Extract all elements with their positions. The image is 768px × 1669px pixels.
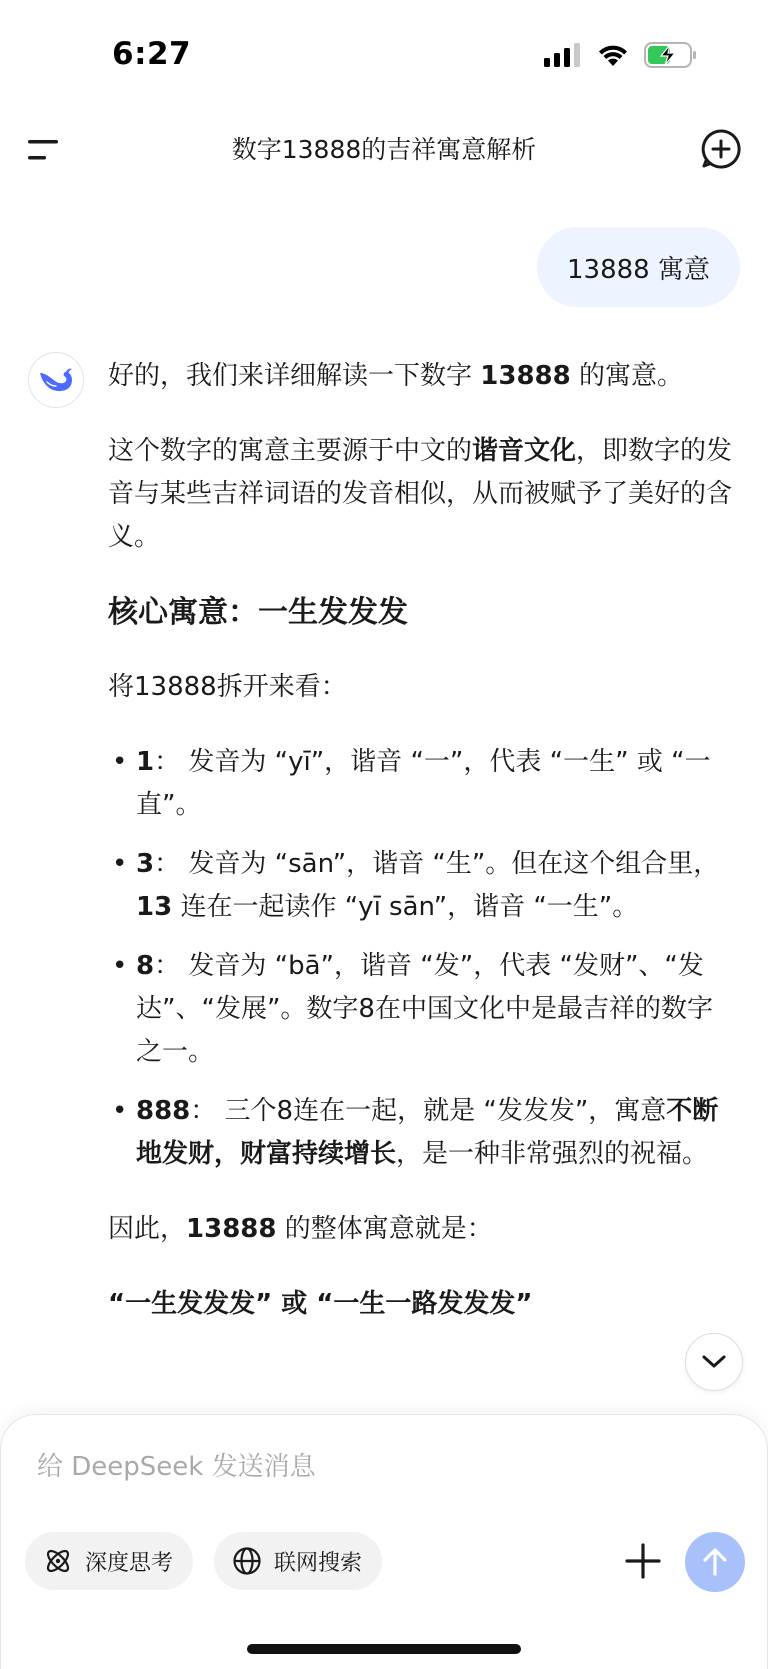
answer-intro: 好的，我们来详细解读一下数字 13888 的寓意。 [108, 361, 683, 391]
message-input[interactable] [35, 1451, 639, 1483]
plus-icon[interactable] [621, 1539, 665, 1583]
deep-think-toggle[interactable] [25, 1532, 193, 1590]
new-chat-icon[interactable] [700, 128, 742, 170]
list-item: • 1： 发音为 “yī”，谐音 “一”，代表 “一生” 或 “一直”。 [108, 741, 738, 827]
list-item: • 8： 发音为 “bā”，谐音 “发”，代表 “发财”、“发达”、“发展”。数字8在中国文化中是最吉祥的数字之一。 [108, 945, 738, 1074]
status-bar [0, 0, 768, 110]
answer-heading: 核心寓意：一生发发发 [108, 595, 408, 630]
web-search-label: 联网搜索 [274, 1550, 363, 1576]
cellular-signal-icon [544, 43, 582, 67]
globe-icon [232, 1546, 262, 1576]
deep-think-label: 深度思考 [85, 1550, 174, 1576]
atom-icon [43, 1546, 73, 1576]
status-icons [544, 42, 698, 68]
deepseek-whale-icon [37, 365, 75, 395]
home-indicator [247, 1644, 521, 1654]
arrow-up-icon [701, 1547, 729, 1577]
list-item: • 3： 发音为 “sān”，谐音 “生”。但在这个组合里，13 连在一起读作 “yī sān”，谐音 “一生”。 [108, 843, 738, 929]
chat-title: 数字13888的吉祥寓意解析 [231, 135, 537, 164]
assistant-answer [108, 355, 738, 1326]
chat-header [0, 110, 768, 190]
digit-list [108, 741, 738, 1176]
scroll-to-bottom-button[interactable] [685, 1333, 743, 1391]
user-message-text: 13888 寓意 [567, 254, 710, 285]
battery-charging-icon [644, 42, 698, 68]
chevron-down-icon [701, 1354, 727, 1370]
send-button[interactable] [685, 1532, 745, 1592]
assistant-avatar [28, 352, 84, 408]
status-time: 6:27 [112, 36, 192, 72]
answer-final-line: “一生发发发” 或 “一生一路发发发” [108, 1289, 533, 1319]
answer-paragraph: 这个数字的寓意主要源于中文的谐音文化，即数字的发音与某些吉祥词语的发音相似，从而被赋予了美好的含义。 [108, 436, 733, 552]
user-message-bubble[interactable] [537, 227, 740, 307]
answer-split-line: 将13888拆开来看： [108, 672, 347, 702]
web-search-toggle[interactable] [214, 1532, 382, 1590]
wifi-icon [596, 42, 630, 68]
message-composer [0, 1414, 768, 1669]
list-item: • 888： 三个8连在一起，就是 “发发发”，寓意不断地发财，财富持续增长，是一种非常强烈的祝福。 [108, 1090, 738, 1176]
answer-conclusion: 因此，13888 的整体寓意就是： [108, 1214, 493, 1244]
